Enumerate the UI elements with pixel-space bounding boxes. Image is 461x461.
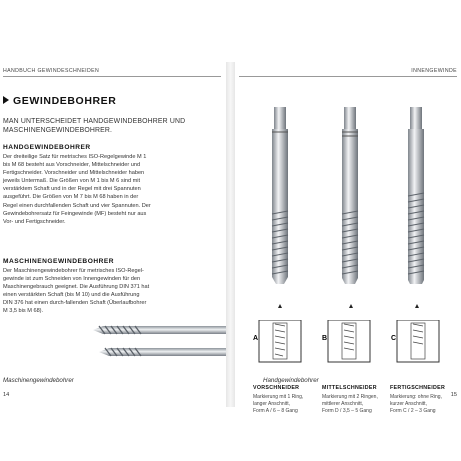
up-arrow-icon (278, 304, 282, 308)
diagram-vorschneider (251, 320, 309, 382)
machine-tap-lower (99, 348, 226, 356)
text-line: Der Maschinengewindebohrer für metrisches ISO-Regel- (3, 268, 144, 274)
diagram-letter-c: C (391, 335, 397, 342)
running-head-left: HANDBUCH GEWINDESCHNEIDEN (3, 68, 100, 74)
text-line: Der dreiteilige Satz für metrisches ISO-Regelgewinde M 1 (3, 154, 147, 160)
text-line: Fertigschneider. Vorschneider und Mittelschneider haben (3, 170, 145, 177)
text-line: DIN 376 hat einen durch-fallenden Schaft (Überlaufbohrer (3, 300, 147, 307)
text-line: einen verstärkten Schaft (bis M 10) und die Ausführung (3, 292, 140, 299)
page-number-left: 14 (3, 392, 10, 398)
hand-tap-fertigschneider (408, 107, 424, 284)
up-arrow-icon (415, 304, 419, 308)
tool-desc-fertigschneider (390, 394, 456, 415)
text-line: Regel einen durchfallenden Schaft und vier Spannuten. Der (3, 202, 151, 209)
diagram-mittelschneider (320, 320, 378, 382)
page-title (3, 95, 116, 107)
tool-desc-vorschneider (253, 394, 319, 415)
diagram-letter-a: A (253, 335, 259, 342)
up-arrow-icon (349, 304, 353, 308)
desc-line: Markierung mit 2 Ringen, (322, 394, 378, 400)
book-gutter (226, 62, 235, 407)
book-spread (0, 62, 461, 414)
page-number-right: 15 (450, 392, 457, 398)
section-heading-hand: HANDGEWINDEBOHRER (3, 144, 91, 151)
right-page (235, 62, 461, 414)
text-line: Vor- und Fertigschneider. (3, 218, 66, 225)
header-rule (3, 76, 221, 77)
tool-name-mittelschneider: MITTELSCHNEIDER (322, 385, 377, 391)
text-line: jeweils Untermaß. Die Größen von M 1 bis M 6 sind mit (3, 178, 141, 185)
text-line: verstärktem Schaft und in der Regel mit drei Spannuten (3, 186, 141, 193)
diagram-letter-b: B (322, 335, 328, 342)
desc-line: Form C / 2 – 3 Gang (390, 408, 436, 414)
caption-hand-tap: Handgewindebohrer (263, 377, 319, 384)
machine-tap-upper (93, 326, 226, 334)
title-text: GEWINDEBOHRER (13, 95, 117, 107)
lead-text: MAN UNTERSCHEIDET HANDGEWINDEBOHRER UND MASCHINENGEWINDEBOHRER. (3, 118, 186, 134)
hand-tap-mittelschneider (342, 107, 358, 284)
text-line: Gewindebohrersatz für Feingewinde (MF) besteht nur aus (3, 210, 147, 217)
text-line: ausgeführt. Die Größen von M 7 bis M 68 haben in der (3, 194, 139, 201)
machine-tap-photo (85, 320, 226, 366)
tool-desc-mittelschneider (322, 394, 388, 415)
section-body-hand (3, 153, 221, 226)
hand-tap-vorschneider (272, 107, 288, 284)
tool-name-vorschneider: VORSCHNEIDER (253, 385, 300, 391)
text-line: M 3,5 bis M 68). (3, 308, 44, 315)
desc-line: Form A / 6 – 8 Gang (253, 408, 298, 414)
desc-line: kurzer Anschnitt, (390, 401, 427, 407)
section-body-machine (3, 267, 221, 316)
text-line: Maschinengebrauch geeignet. Die Ausführung DIN 371 hat (3, 284, 150, 291)
desc-line: Markierung mit 1 Ring, (253, 394, 304, 400)
desc-line: Markierung: ohne Ring, (390, 394, 442, 400)
header-rule (239, 76, 457, 77)
running-head-right: INNENGEWINDE (411, 68, 457, 74)
section-heading-machine: MASCHINENGEWINDEBOHRER (3, 258, 115, 265)
desc-line: mittlerer Anschnitt, (322, 401, 364, 407)
desc-line: Form D / 3,5 – 5 Gang (322, 408, 372, 414)
left-page (0, 62, 226, 407)
desc-line: langer Anschnitt, (253, 401, 290, 407)
triangle-bullet-icon (3, 96, 9, 104)
text-line: gewinde ist zum Schneiden von Innengewinden für den (3, 276, 141, 283)
diagram-fertigschneider (389, 320, 447, 382)
caption-machine-tap: Maschinengewindebohrer (3, 377, 74, 384)
text-line: bis M 68 besteht aus Vorschneider, Mittelschneider und (3, 162, 141, 169)
hand-tap-set-photo (250, 102, 450, 297)
tool-name-fertigschneider: FERTIGSCHNEIDER (390, 385, 446, 391)
